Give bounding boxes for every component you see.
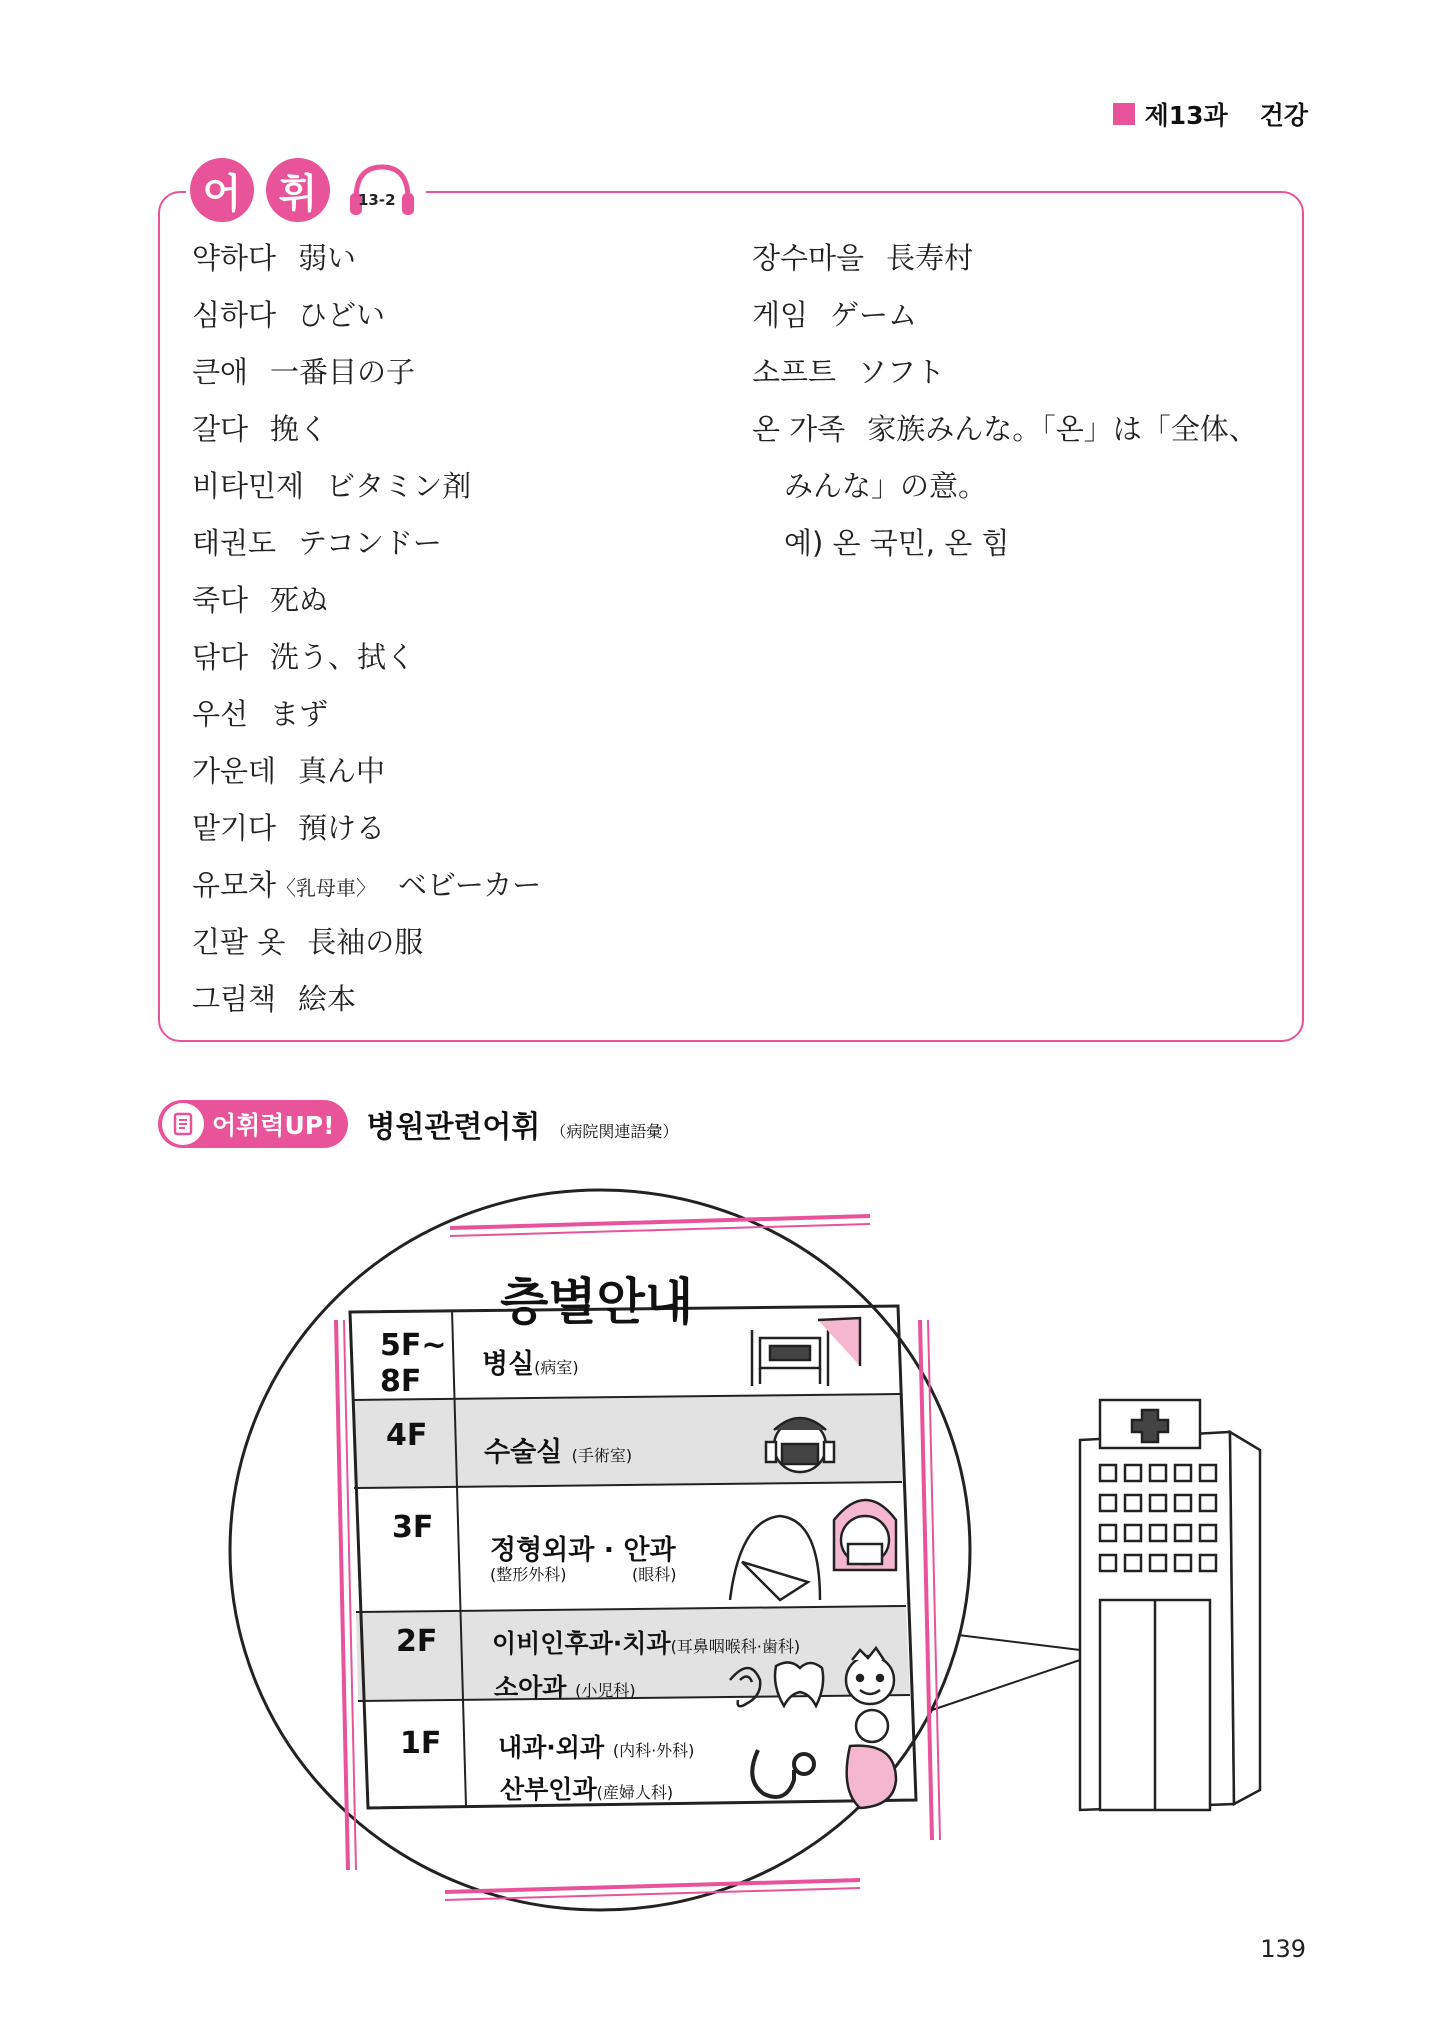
vocab-item: 우선 まず: [192, 697, 329, 731]
page-number: 139: [1260, 1935, 1306, 1963]
floor-label: 3F: [392, 1510, 434, 1545]
hospital-building-icon: [1080, 1400, 1260, 1810]
headphones-icon[interactable]: [348, 161, 416, 219]
vocab-item: 심하다 ひどい: [192, 298, 386, 332]
floor-department: 내과·외과 (内科·外科): [498, 1733, 695, 1762]
floor-department: 산부인과(産婦人科): [500, 1775, 674, 1804]
vocab-up-section: [158, 1100, 678, 1148]
vocab-item: 유모차〈乳母車〉 ベビーカー: [192, 868, 542, 902]
vocab-item: 가운데 真ん中: [192, 754, 386, 788]
vocab-note: みんな」の意。: [784, 469, 988, 503]
vocab-title-char: 휘: [266, 158, 330, 222]
floor-department-ja: (眼科): [632, 1565, 677, 1584]
vocab-item: 긴팔 옷 長袖の服: [192, 925, 424, 959]
vocab-item: 맡기다 預ける: [192, 811, 386, 845]
vocab-item: 그림책 絵本: [192, 982, 357, 1016]
vocab-item: 태권도 テコンドー: [192, 526, 442, 560]
floor-department: 이비인후과·치과(耳鼻咽喉科·歯科): [492, 1629, 801, 1658]
section-title: 병원관련어휘 （病院関連語彙）: [366, 1110, 679, 1145]
floor-label: 1F: [400, 1726, 442, 1761]
vocab-example: 예) 온 국민, 온 힘: [784, 526, 1010, 560]
chapter-marker: [1113, 103, 1135, 125]
vocab-item: 죽다 死ぬ: [192, 583, 329, 617]
vocab-column-right: [752, 236, 1258, 578]
floor-department: 수술실 (手術室): [484, 1437, 633, 1468]
floor-department: 병실(病室): [482, 1349, 579, 1380]
audio-track-number: 13-2: [358, 191, 396, 209]
vocab-up-label: 어휘력UP!: [212, 1111, 335, 1140]
vocab-item: 게임 ゲーム: [752, 298, 918, 332]
vocab-item: 장수마을 長寿村: [752, 241, 974, 275]
vocab-column-left: [192, 236, 541, 1034]
eye-patient-icon: [834, 1500, 896, 1570]
directory-title: 층별안내: [500, 1273, 694, 1331]
vocab-item: 소프트 ソフト: [752, 355, 946, 389]
vocab-item: 큰애 一番目の子: [192, 355, 416, 389]
vocab-item: 약하다 弱い: [192, 241, 357, 275]
chapter-header: [1113, 96, 1308, 132]
vocab-item: 온 가족 家族みんな。「온」は「全体、: [752, 412, 1258, 446]
floor-label: 4F: [386, 1418, 428, 1453]
section-title-ja: （病院関連語彙）: [550, 1122, 679, 1141]
notepad-icon: [162, 1103, 204, 1145]
vocab-item: 비타민제 ビタミン剤: [192, 469, 472, 503]
floor-label: 5F~ 8F: [380, 1328, 447, 1399]
chapter-title: 건강: [1259, 101, 1308, 130]
vocab-title: [186, 158, 426, 222]
floor-label: 2F: [396, 1624, 438, 1659]
vocab-up-badge: [158, 1100, 348, 1148]
floor-department: 정형외과 · 안과: [490, 1535, 676, 1566]
vocab-title-char: 어: [190, 158, 254, 222]
vocab-item: 갈다 挽く: [192, 412, 329, 446]
floor-guide-illustration: [220, 1180, 1280, 1920]
floor-guide-drawing: [220, 1180, 1280, 1920]
floor-department: 소아과 (小児科): [494, 1673, 636, 1702]
floor-department-ja: (整形外科): [490, 1565, 567, 1584]
vocab-item: 닦다 洗う、拭く: [192, 640, 416, 674]
chapter-number: 제13과: [1144, 101, 1228, 130]
